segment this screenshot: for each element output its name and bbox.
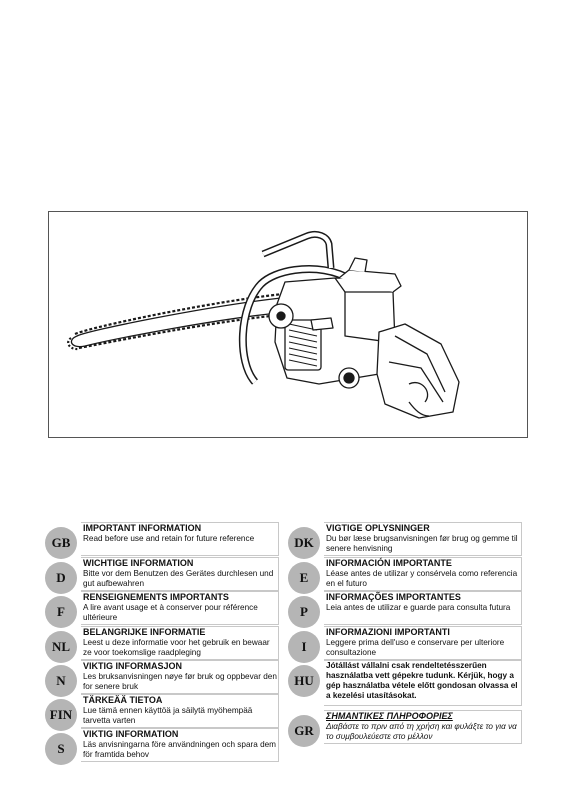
notice-text: Les bruksanvisningen nøye før bruk og oppbevar den for senere bruk: [83, 672, 277, 691]
language-code-badge: I: [288, 631, 320, 663]
notice-text: Läs anvisningarna före användningen och spara dem för framtida behov: [83, 740, 276, 759]
language-notice: [324, 660, 522, 706]
notice-text: Leia antes de utilizar e guarde para consulta futura: [326, 603, 511, 612]
notice-title: VIGTIGE OPLYSNINGER: [326, 523, 430, 533]
language-code-badge: F: [45, 596, 77, 628]
language-notice: [81, 591, 279, 625]
language-notice: [81, 694, 279, 728]
language-notice: [324, 591, 522, 625]
language-notice: [81, 626, 279, 660]
language-notice: [81, 522, 279, 556]
notice-title: INFORMACIÓN IMPORTANTE: [326, 558, 452, 568]
notice-text: A lire avant usage et à conserver pour référence ultérieure: [83, 603, 258, 622]
notice-title: RENSEIGNEMENTS IMPORTANTS: [83, 592, 229, 602]
language-code-badge: GR: [288, 715, 320, 747]
notice-title: WICHTIGE INFORMATION: [83, 558, 194, 568]
notice-text: Jótállást vállalni csak rendeltetésszerűen használatba vett gépekre tudunk. Kérjük, hogy a gép használatba vétele előtt gondosan olvassa el a kezelési utasításokat.: [326, 661, 518, 700]
language-code-badge: D: [45, 562, 77, 594]
chainsaw-illustration: [49, 212, 527, 437]
language-notice: [81, 660, 279, 694]
language-notice: [324, 522, 522, 556]
language-code-badge: GB: [45, 527, 77, 559]
language-notice: [324, 557, 522, 591]
notice-text: Bitte vor dem Benutzen des Gerätes durchlesen und gut aufbewahren: [83, 569, 274, 588]
notice-title: VIKTIG INFORMATION: [83, 729, 179, 739]
language-code-badge: FIN: [45, 699, 77, 731]
notice-text: Lue tämä ennen käyttöä ja säilytä myöhempää tarvetta varten: [83, 706, 253, 725]
notice-title: TÄRKEÄÄ TIETOA: [83, 695, 163, 705]
language-code-badge: HU: [288, 665, 320, 697]
language-code-badge: NL: [45, 631, 77, 663]
notice-title: ΣΗΜΑΝΤΙΚΕΣ ΠΛΗΡΟΦΟΡΙΕΣ: [326, 711, 453, 721]
product-illustration-frame: [48, 211, 528, 438]
language-code-badge: S: [45, 733, 77, 765]
notice-title: INFORMAÇÕES IMPORTANTES: [326, 592, 461, 602]
notice-title: BELANGRIJKE INFORMATIE: [83, 627, 206, 637]
notice-title: IMPORTANT INFORMATION: [83, 523, 202, 533]
language-code-badge: P: [288, 596, 320, 628]
notice-text: Leggere prima dell'uso e conservare per ulteriore consultazione: [326, 638, 505, 657]
language-code-badge: N: [45, 665, 77, 697]
notice-title: INFORMAZIONI IMPORTANTI: [326, 627, 450, 637]
notice-text: Du bør læse brugsanvisningen før brug og gemme til senere henvisning: [326, 534, 518, 553]
language-code-badge: E: [288, 562, 320, 594]
language-notice: [81, 728, 279, 762]
notice-title: VIKTIG INFORMASJON: [83, 661, 183, 671]
language-notice: [324, 626, 522, 660]
notice-text: Read before use and retain for future reference: [83, 534, 255, 543]
language-code-badge: DK: [288, 527, 320, 559]
language-notice: [324, 710, 522, 744]
notice-text: Διαβάστε το πριν από τη χρήση και φυλάξτε το για να το συμβουλεύεστε στο μέλλον: [326, 722, 517, 741]
notice-text: Léase antes de utilizar y consérvela como referencia en el futuro: [326, 569, 518, 588]
language-notice: [81, 557, 279, 591]
notice-text: Leest u deze informatie voor het gebruik en bewaar ze voor toekomslige raadpleging: [83, 638, 270, 657]
